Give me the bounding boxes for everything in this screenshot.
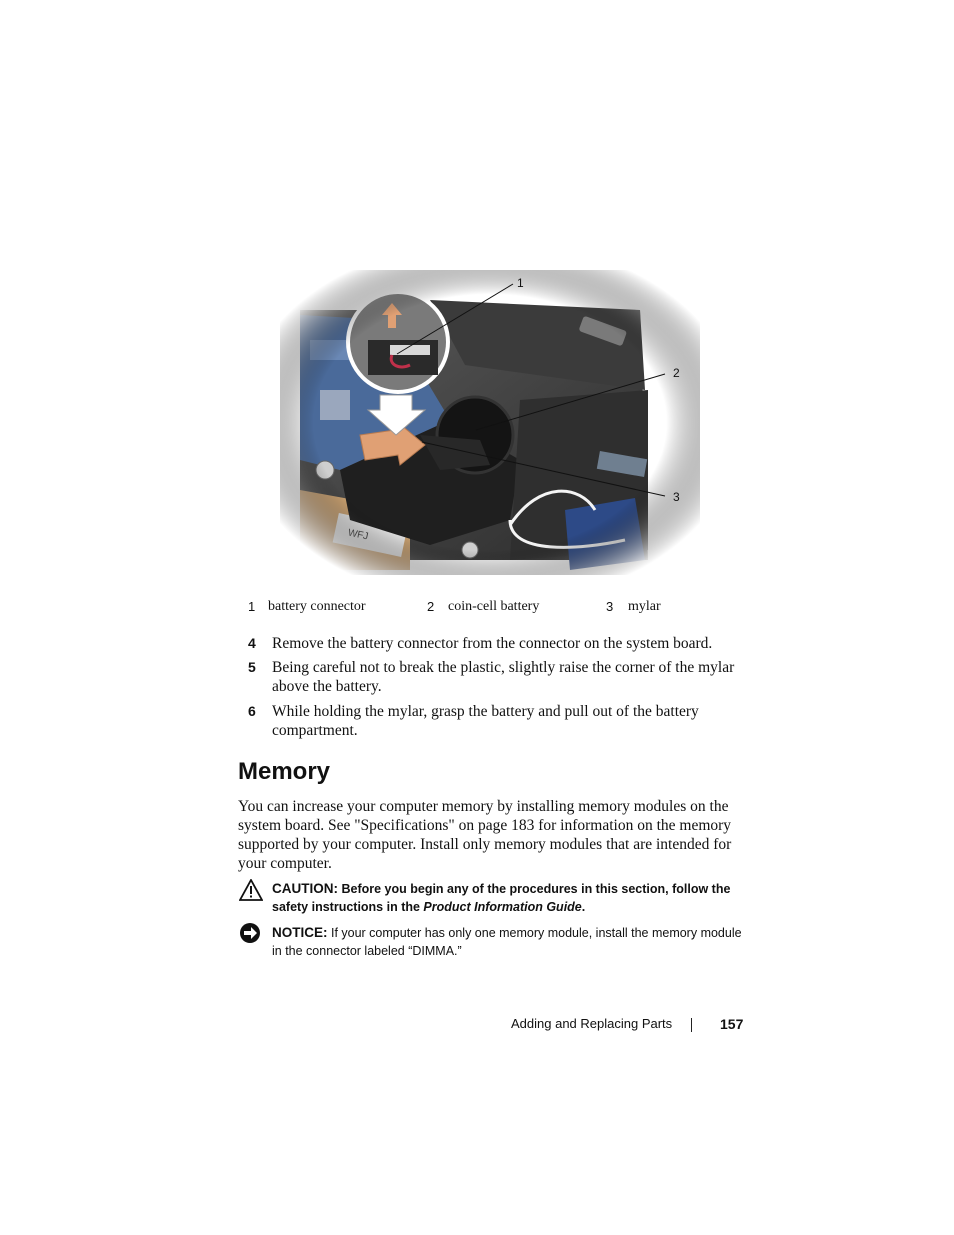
step-text: While holding the mylar, grasp the battery and pull out of the battery compartment. [272, 703, 699, 739]
callout-3: 3 [673, 490, 680, 504]
caution-text-end: . [581, 900, 586, 914]
callout-2: 2 [673, 366, 680, 380]
caution-label: CAUTION: [272, 881, 338, 896]
step-text: Being careful not to break the plastic, slightly raise the corner of the mylar above the battery. [272, 659, 735, 695]
product-information-guide-title: Product Information Guide [423, 900, 582, 914]
legend-label-mylar: mylar [628, 599, 661, 614]
step-number: 4 [248, 635, 256, 651]
step-number: 5 [248, 659, 256, 675]
callout-1: 1 [517, 276, 524, 290]
legend-label-coin-cell-battery: coin-cell battery [448, 599, 540, 614]
footer-section-title: Adding and Replacing Parts [511, 1016, 673, 1031]
notice-arrow-icon [239, 922, 261, 944]
step-text: Remove the battery connector from the connector on the system board. [272, 635, 713, 652]
step-number: 6 [248, 703, 256, 719]
caution-note [272, 880, 742, 916]
legend-num-2: 2 [427, 599, 435, 614]
caution-warning-icon [239, 879, 263, 901]
laptop-internals-drawing [280, 270, 700, 575]
footer-page-number: 157 [720, 1016, 744, 1032]
notice-note [272, 924, 742, 960]
caution-text: Before you begin any of the procedures in this section, follow the safety instructions in the [272, 882, 731, 914]
footer-separator [691, 1018, 692, 1032]
notice-label: NOTICE: [272, 925, 328, 940]
legend-num-3: 3 [606, 599, 614, 614]
notice-text: If your computer has only one memory module, install the memory module in the connector labeled “DIMMA.” [272, 926, 742, 958]
battery-removal-illustration [280, 270, 700, 575]
legend-num-1: 1 [248, 599, 256, 614]
section-heading-memory: Memory [238, 758, 331, 785]
memory-intro-paragraph: You can increase your computer memory by installing memory modules on the system board. See "Specifications" on page 183 for information on the memory supported by your computer. Install only memory modules that are intended for your computer. [238, 798, 732, 872]
legend-label-battery-connector: battery connector [268, 599, 366, 614]
